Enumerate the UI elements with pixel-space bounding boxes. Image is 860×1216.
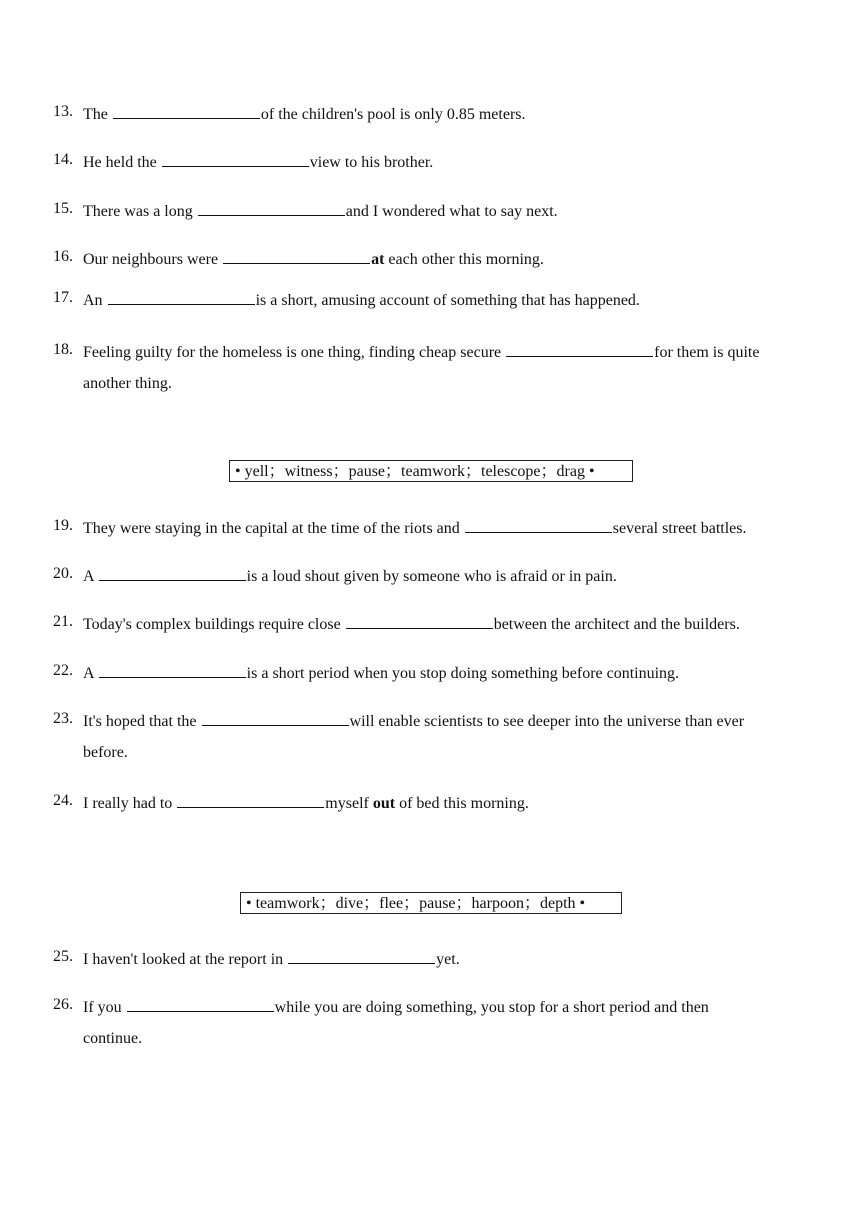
- question-text: view to his brother.: [309, 154, 434, 171]
- question-18-continuation: another thing.: [83, 375, 172, 392]
- question-number: 21.: [53, 613, 73, 630]
- answer-blank[interactable]: [346, 612, 493, 629]
- question-number: 24.: [53, 792, 73, 809]
- question-number: 19.: [53, 517, 73, 534]
- answer-blank[interactable]: [288, 947, 435, 964]
- question-text: He held the: [83, 154, 157, 171]
- answer-blank[interactable]: [99, 661, 246, 678]
- question-text: while you are doing something, you stop for a short period and then: [274, 999, 709, 1016]
- answer-blank[interactable]: [162, 150, 309, 167]
- question-text: and I wondered what to say next.: [345, 203, 558, 220]
- answer-blank[interactable]: [113, 102, 260, 119]
- answer-blank[interactable]: [198, 199, 345, 216]
- question-number: 22.: [53, 662, 73, 679]
- question-text: Today's complex buildings require close: [83, 616, 341, 633]
- answer-blank[interactable]: [99, 564, 246, 581]
- question-text: myself: [325, 795, 373, 812]
- question-23-continuation: before.: [83, 744, 128, 761]
- bold-word: at: [371, 251, 385, 268]
- word-bank-box: • yell；witness；pause；teamwork；telescope；drag •: [229, 460, 633, 482]
- question-text: between the architect and the builders.: [493, 616, 740, 633]
- question-number: 18.: [53, 341, 73, 358]
- question-text: is a short, amusing account of something that has happened.: [255, 292, 640, 309]
- question-text: will enable scientists to see deeper into the universe than ever: [349, 713, 745, 730]
- question-26-continuation: continue.: [83, 1030, 143, 1047]
- question-text: If you: [83, 999, 122, 1016]
- question-text: is a loud shout given by someone who is afraid or in pain.: [246, 568, 617, 585]
- question-text: I really had to: [83, 795, 173, 812]
- question-number: 13.: [53, 103, 73, 120]
- question-text: There was a long: [83, 203, 193, 220]
- question-number: 25.: [53, 948, 73, 965]
- question-text: yet.: [436, 951, 460, 968]
- question-text: They were staying in the capital at the time of the riots and: [83, 520, 460, 537]
- question-number: 20.: [53, 565, 73, 582]
- question-number: 17.: [53, 289, 73, 306]
- answer-blank[interactable]: [506, 340, 653, 357]
- question-text: several street battles.: [612, 520, 747, 537]
- answer-blank[interactable]: [223, 247, 370, 264]
- answer-blank[interactable]: [127, 995, 274, 1012]
- question-text: I haven't looked at the report in: [83, 951, 284, 968]
- question-text: The: [83, 106, 108, 123]
- question-text: Our neighbours were: [83, 251, 219, 268]
- question-number: 15.: [53, 200, 73, 217]
- answer-blank[interactable]: [177, 791, 324, 808]
- question-text: An: [83, 292, 103, 309]
- question-number: 14.: [53, 151, 73, 168]
- question-text: A: [83, 568, 94, 585]
- question-text: each other this morning.: [384, 251, 544, 268]
- question-text: of the children's pool is only 0.85 meters.: [260, 106, 526, 123]
- question-number: 23.: [53, 710, 73, 727]
- question-number: 16.: [53, 248, 73, 265]
- question-text: Feeling guilty for the homeless is one thing, finding cheap secure: [83, 344, 502, 361]
- answer-blank[interactable]: [108, 288, 255, 305]
- word-bank-box: • teamwork；dive；flee；pause；harpoon；depth •: [240, 892, 622, 914]
- bold-word: out: [372, 795, 396, 812]
- question-text: A: [83, 665, 94, 682]
- question-number: 26.: [53, 996, 73, 1013]
- question-text: for them is quite: [654, 344, 760, 361]
- question-text: of bed this morning.: [395, 795, 529, 812]
- question-text: It's hoped that the: [83, 713, 197, 730]
- question-text: is a short period when you stop doing something before continuing.: [246, 665, 680, 682]
- answer-blank[interactable]: [202, 709, 349, 726]
- answer-blank[interactable]: [465, 516, 612, 533]
